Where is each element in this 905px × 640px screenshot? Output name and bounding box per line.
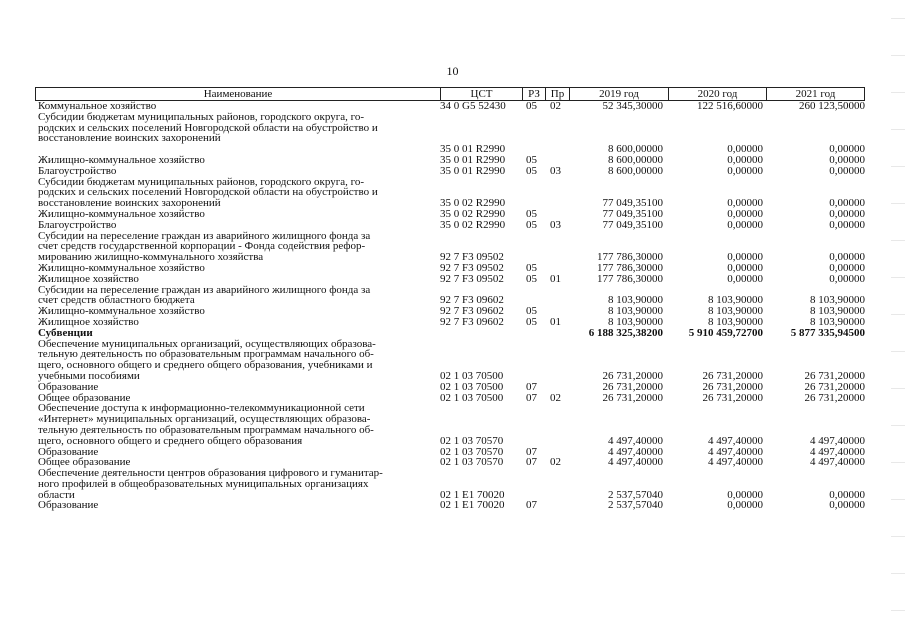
row-cst: 92 7 F3 09502 [440,261,504,274]
row-2020: 0,00000 [727,207,763,220]
row-name: Субсидии бюджетам муниципальных районов, городского округа, го- родских и сельских поселений Новгородской области на обустройство и восстановление воинских захоронений [38,176,378,209]
row-2021: 26 731,20000 [804,391,865,404]
row-2021: 0,00000 [829,261,865,274]
row-2019: 26 731,20000 [602,380,663,393]
row-cst: 92 7 F3 09602 [440,294,504,307]
row-name: Обеспечение муниципальных организаций, осуществляющих образова- тельную деятельность по образовательным программам начального об- щего, основного общего и среднего общего образования, учебниками и учебными пособиями [38,338,376,382]
row-2020: 0,00000 [727,197,763,210]
row-cst: 02 1 03 70570 [440,434,504,447]
row-name: Образование [38,500,99,512]
row-name: Жилищно-коммунальное хозяйство [38,154,205,166]
table-row [38,274,868,285]
row-2021: 5 877 335,94500 [790,326,865,339]
row-pr: 03 [550,164,561,177]
row-name: Жилищно-коммунальное хозяйство [38,262,205,274]
row-cst: 92 7 F3 09602 [440,305,504,318]
row-cst: 02 1 03 70500 [440,391,504,404]
row-2019: 77 049,35100 [602,197,663,210]
page-number: 10 [446,64,459,78]
row-rz: 07 [526,456,537,469]
row-cst: 92 7 F3 09502 [440,272,504,285]
row-cst: 02 1 03 70570 [440,445,504,458]
row-2019: 177 786,30000 [597,261,663,274]
row-cst: 35 0 01 R2990 [440,153,506,166]
row-name: Образование [38,381,99,393]
row-2020: 8 103,90000 [708,305,763,318]
row-name: Общее образование [38,392,131,404]
row-name: Общее образование [38,457,131,469]
row-rz: 05 [526,207,537,220]
row-rz: 07 [526,380,537,393]
row-2021: 26 731,20000 [804,369,865,382]
row-2019: 8 103,90000 [608,305,663,318]
header-2019: 2019 год [569,88,668,100]
row-pr: 02 [550,100,561,112]
row-2019: 2 537,57040 [608,499,663,512]
row-pr: 03 [550,218,561,231]
row-name: Жилищно-коммунальное хозяйство [38,306,205,317]
row-2019: 177 786,30000 [597,251,663,264]
row-rz: 07 [526,445,537,458]
row-rz: 05 [526,100,537,112]
row-cst: 92 7 F3 09602 [440,315,504,328]
row-name: Благоустройство [38,219,117,231]
row-rz: 05 [526,153,537,166]
row-cst: 02 1 E1 70020 [440,499,505,512]
table-row [38,112,868,155]
row-cst: 35 0 02 R2990 [440,218,506,231]
row-2021: 0,00000 [829,197,865,210]
row-2021: 4 497,40000 [810,445,865,458]
row-cst: 92 7 F3 09502 [440,251,504,264]
row-2019: 4 497,40000 [608,434,663,447]
row-2021: 0,00000 [829,143,865,156]
row-2019: 77 049,35100 [602,207,663,220]
row-2020: 0,00000 [727,272,763,285]
row-pr: 01 [550,272,561,285]
row-2019: 6 188 325,38200 [588,326,663,339]
table-header [35,87,865,101]
row-2020: 5 910 459,72700 [688,326,763,339]
row-2019: 8 103,90000 [608,315,663,328]
row-2019: 177 786,30000 [597,272,663,285]
row-rz: 07 [526,391,537,404]
table-row [38,393,868,404]
row-2020: 0,00000 [727,499,763,512]
row-2021: 0,00000 [829,153,865,166]
row-2021: 4 497,40000 [810,434,865,447]
table-row [38,285,868,307]
row-2019: 26 731,20000 [602,369,663,382]
row-2019: 4 497,40000 [608,445,663,458]
header-name: Наименование [203,88,273,100]
row-pr: 01 [550,315,561,328]
row-rz: 05 [526,261,537,274]
table-body [38,101,868,511]
table-row [38,339,868,382]
row-2020: 8 103,90000 [708,315,763,328]
table-row [38,177,868,209]
row-rz: 07 [526,499,537,512]
table-row [38,231,868,263]
row-cst: 02 1 03 70570 [440,456,504,469]
row-2019: 8 600,00000 [608,143,663,156]
row-2020: 0,00000 [727,251,763,264]
row-2020: 4 497,40000 [708,434,763,447]
row-2021: 0,00000 [829,499,865,512]
table-row [38,166,868,177]
row-2021: 0,00000 [829,272,865,285]
scan-edge [891,0,905,640]
row-2020: 4 497,40000 [708,445,763,458]
row-2021: 8 103,90000 [810,294,865,307]
row-2020: 26 731,20000 [702,391,763,404]
row-2021: 8 103,90000 [810,305,865,318]
row-name: Субсидии на переселение граждан из аварийного жилищного фонда за счет средств государственной корпорации - Фонда содействия рефор- мированию жилищно-коммунального хозяйства [38,230,371,263]
row-2021: 0,00000 [829,251,865,264]
table-row [38,457,868,468]
row-rz: 05 [526,272,537,285]
row-pr: 02 [550,456,561,469]
row-name: Жилищное хозяйство [38,316,139,328]
table-row [38,220,868,231]
row-name: Обеспечение деятельности центров образования цифрового и гуманитар- ного профилей в общеобразовательных муниципальных организациях области [38,468,383,501]
row-2020: 0,00000 [727,143,763,156]
row-2021: 260 123,50000 [799,100,865,112]
row-2020: 0,00000 [727,261,763,274]
row-name: Образование [38,446,99,458]
table-row [38,328,868,339]
row-2019: 8 600,00000 [608,164,663,177]
row-cst: 35 0 02 R2990 [440,207,506,220]
row-2019: 2 537,57040 [608,488,663,501]
row-2021: 0,00000 [829,488,865,501]
row-cst: 02 1 03 70500 [440,369,504,382]
row-2019: 26 731,20000 [602,391,663,404]
row-name: Субсидии на переселение граждан из аварийного жилищного фонда за счет средств областного бюджета [38,284,371,307]
table-row [38,500,868,511]
row-2021: 26 731,20000 [804,380,865,393]
row-name: Субвенции [38,327,93,339]
header-cst: ЦСТ [440,88,522,100]
row-cst: 34 0 G5 52430 [440,100,506,112]
row-rz: 05 [526,305,537,318]
row-2020: 26 731,20000 [702,369,763,382]
row-rz: 05 [526,218,537,231]
row-cst: 35 0 02 R2990 [440,197,506,210]
row-2019: 77 049,35100 [602,218,663,231]
row-rz: 05 [526,315,537,328]
row-2020: 0,00000 [727,488,763,501]
row-name: Субсидии бюджетам муниципальных районов, городского округа, го- родских и сельских поселений Новгородской области на обустройство и восстановление воинских захоронений [38,111,378,145]
header-pr: Пр [545,88,569,100]
row-2020: 26 731,20000 [702,380,763,393]
row-2021: 0,00000 [829,218,865,231]
row-2021: 4 497,40000 [810,456,865,469]
row-pr: 02 [550,391,561,404]
row-2020: 8 103,90000 [708,294,763,307]
row-name: Коммунальное хозяйство [38,101,157,112]
row-2020: 4 497,40000 [708,456,763,469]
row-2020: 0,00000 [727,164,763,177]
row-name: Благоустройство [38,165,117,177]
table-row [38,468,868,500]
row-2019: 4 497,40000 [608,456,663,469]
row-2019: 8 600,00000 [608,153,663,166]
table-row [38,403,868,446]
row-2021: 8 103,90000 [810,315,865,328]
row-2020: 0,00000 [727,153,763,166]
row-name: Жилищное хозяйство [38,273,139,285]
row-name: Обеспечение доступа к информационно-телекоммуникационной сети «Интернет» муниципальных организаций, осуществляющих образова- тельную деятельность по образовательным программам начального об- щего, основного общего и среднего общего образования [38,403,374,447]
row-2020: 122 516,60000 [697,100,763,112]
row-cst: 35 0 01 R2990 [440,164,506,177]
row-2019: 8 103,90000 [608,294,663,307]
table-row [38,101,868,112]
row-rz: 05 [526,164,537,177]
header-rz: РЗ [522,88,545,100]
header-2020: 2020 год [668,88,766,100]
row-name: Жилищно-коммунальное хозяйство [38,208,205,220]
row-2019: 52 345,30000 [602,100,663,112]
row-2020: 0,00000 [727,218,763,231]
row-2021: 0,00000 [829,164,865,177]
row-cst: 35 0 01 R2990 [440,143,506,156]
row-cst: 02 1 03 70500 [440,380,504,393]
table-row [38,382,868,393]
header-2021: 2021 год [766,88,864,100]
row-2021: 0,00000 [829,207,865,220]
row-cst: 02 1 E1 70020 [440,488,505,501]
